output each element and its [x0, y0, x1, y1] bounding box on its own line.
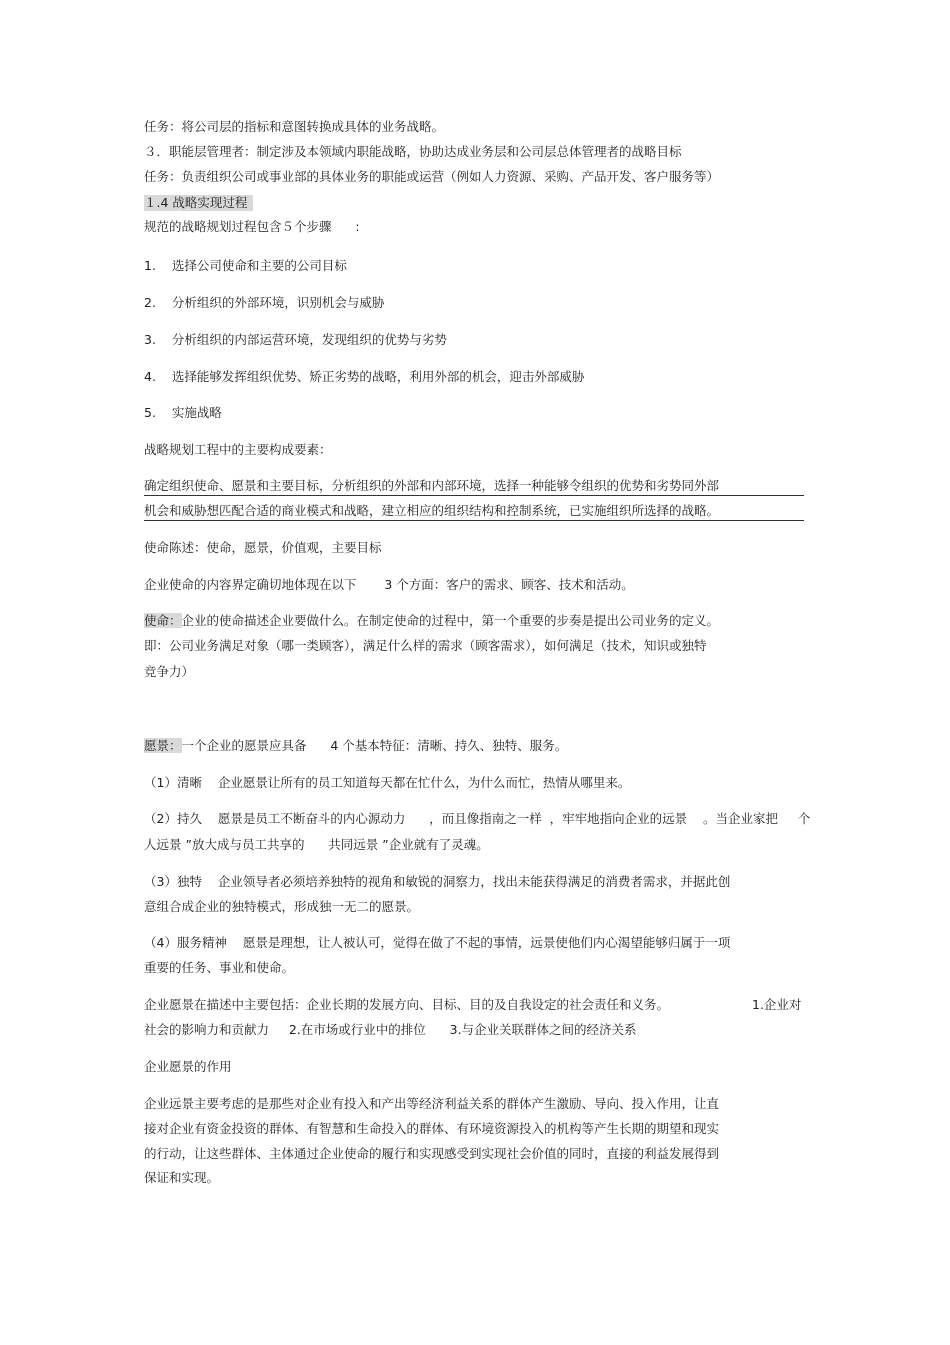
- text-line: ３．职能层管理者：制定涉及本领域内职能战略，协助达成业务层和公司层总体管理者的战略目标: [144, 144, 682, 159]
- underline-rule: [144, 495, 804, 496]
- text-line: 社会的影响力和贡献力 2.在市场或行业中的排位 3.与企业关联群体之间的经济关系: [144, 1022, 637, 1037]
- text-line: 使命陈述：使命，愿景，价值观，主要目标: [144, 540, 382, 555]
- underlined-text-line: 机会和威胁想匹配合适的商业模式和战略，建立相应的组织结构和控制系统，已实施组织所选择的战略。: [144, 503, 720, 518]
- list-item: 3. 分析组织的内部运营环境，发现组织的优势与劣势: [144, 332, 447, 347]
- underline-rule: [144, 520, 804, 521]
- mission-text: 企业的使命描述企业要做什么。在制定使命的过程中，第一个重要的步奏是提出公司业务的定义。: [181, 613, 720, 628]
- text-line: 1.企业对: [752, 997, 802, 1012]
- mission-label: 使命：: [144, 613, 182, 628]
- text-line: 的行动，让这些群体、主体通过企业使命的履行和实现感受到实现社会价值的同时，直接的利益发展得到: [144, 1146, 720, 1161]
- text-line: 重要的任务、事业和使命。: [144, 960, 295, 975]
- text-line: 保证和实现。: [144, 1170, 220, 1185]
- list-item: 1. 选择公司使命和主要的公司目标: [144, 258, 347, 273]
- text-line: 企业愿景的作用: [144, 1059, 232, 1074]
- vision-text: 一个企业的愿景应具备 4 个基本特征：清晰、持久、独特、服务。: [181, 738, 568, 753]
- text-line: （4）服务精神 愿景是理想，让人被认可，觉得在做了不起的事情，远景使他们内心渴望能够归属于一项: [144, 935, 731, 950]
- list-item: 5. 实施战略: [144, 405, 222, 420]
- list-item: 2. 分析组织的外部环境，识别机会与威胁: [144, 295, 385, 310]
- mission-paragraph-line: [144, 613, 719, 629]
- text-line: 意组合成企业的独特模式，形成独一无二的愿景。: [144, 899, 420, 914]
- list-item: 4. 选择能够发挥组织优势、矫正劣势的战略，利用外部的机会，迎击外部威胁: [144, 369, 585, 384]
- text-line: 任务：负责组织公司或事业部的具体业务的职能或运营（例如人力资源、采购、产品开发、客户服务等）: [144, 169, 720, 184]
- underlined-text-line: 确定组织使命、愿景和主要目标，分析组织的外部和内部环境，选择一种能够令组织的优势和劣势同外部: [144, 478, 720, 493]
- text-line: 任务：将公司层的指标和意图转换成具体的业务战略。: [144, 119, 445, 134]
- text-line: 规范的战略规划过程包含５个步骤 :: [144, 219, 360, 234]
- text-line: 企业愿景在描述中主要包括：企业长期的发展方向、目标、目的及自我设定的社会责任和义务。: [144, 997, 670, 1012]
- text-line: （1）清晰 企业愿景让所有的员工知道每天都在忙什么，为什么而忙，热情从哪里来。: [144, 775, 631, 790]
- vision-paragraph-line: [144, 738, 567, 754]
- text-line: （2）持久 愿景是员工不断奋斗的内心源动力 ，而且像指南之一样 ，牢牢地指向企业的远景 。当企业家把 个: [144, 811, 811, 826]
- text-line: 竞争力）: [144, 664, 195, 679]
- text-line: 人远景 ”放大成与员工共享的 共同远景 ”企业就有了灵魂。: [144, 837, 489, 852]
- text-line: 企业远景主要考虑的是那些对企业有投入和产出等经济利益关系的群体产生激励、导向、投入作用，让直: [144, 1096, 720, 1111]
- text-line: 即：公司业务满足对象（哪一类顾客），满足什么样的需求（顾客需求），如何满足（技术，知识或独特: [144, 638, 707, 653]
- vision-label: 愿景：: [144, 738, 182, 753]
- section-heading: １.4 战略实现过程: [144, 195, 253, 211]
- text-line: 企业使命的内容界定确切地体现在以下 3 个方面：客户的需求、顾客、技术和活动。: [144, 577, 634, 592]
- text-line: （3）独特 企业领导者必须培养独特的视角和敏锐的洞察力，找出未能获得满足的消费者需求，并据此创: [144, 874, 731, 889]
- text-line: 战略规划工程中的主要构成要素：: [144, 442, 332, 457]
- text-line: 接对企业有资金投资的群体、有智慧和生命投入的群体、有环境资源投入的机构等产生长期的期望和现实: [144, 1121, 720, 1136]
